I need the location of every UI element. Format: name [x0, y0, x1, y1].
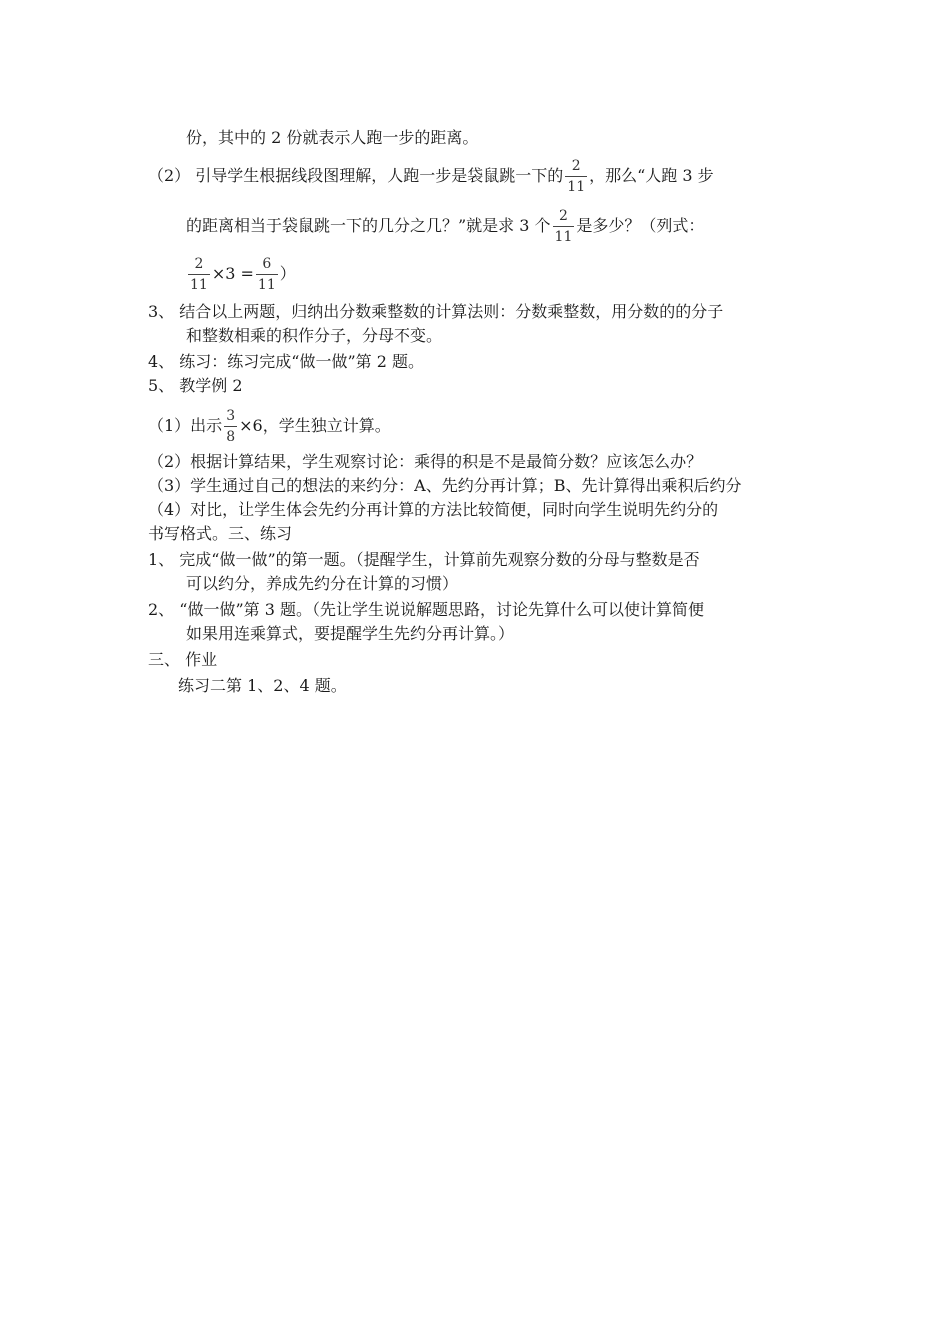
- text-line-1: 份，其中的 2 份就表示人跑一步的距离。: [186, 128, 479, 147]
- text-line-13: 书写格式。三、练习: [148, 524, 293, 543]
- fraction-denominator: 11: [567, 179, 586, 195]
- section-heading-homework: 三、 作业: [148, 650, 218, 669]
- text-line-14: 1、 完成“做一做”的第一题。（提醒学生，计算前先观察分数的分母与整数是否: [148, 550, 700, 569]
- text-line-7: 4、 练习：练习完成“做一做”第 2 题。: [148, 352, 424, 371]
- fraction-3-over-8: [224, 408, 237, 445]
- text-line-9-part-a: （1）出示: [148, 416, 223, 435]
- fraction-6-over-11: [256, 256, 278, 293]
- text-line-2-part-b: ，那么“人跑 3 步: [589, 166, 714, 185]
- fraction-bar: [565, 176, 587, 177]
- fraction-denominator: 11: [257, 277, 276, 293]
- fraction-numerator: 3: [226, 408, 236, 424]
- fraction-bar: [188, 274, 210, 275]
- text-line-3: [186, 208, 704, 245]
- text-line-8: 5、 教学例 2: [148, 376, 243, 395]
- text-line-3-part-b: 是多少？（列式：: [576, 216, 705, 235]
- fraction-numerator: 2: [571, 158, 581, 174]
- fraction-numerator: 2: [194, 256, 204, 272]
- text-line-2-part-a: （2） 引导学生根据线段图理解，人跑一步是袋鼠跳一下的: [148, 166, 564, 185]
- text-line-11: （3）学生通过自己的想法的来约分：A、先约分再计算；B、先计算得出乘积后约分: [148, 476, 742, 495]
- fraction-denominator: 11: [190, 277, 208, 293]
- fraction-bar: [553, 226, 575, 227]
- text-line-5: 3、 结合以上两题，归纳出分数乘整数的计算法则：分数乘整数，用分数的的分子: [148, 302, 724, 321]
- text-line-3-part-a: 的距离相当于袋鼠跳一下的几分之几？”就是求 3 个: [186, 216, 551, 235]
- fraction-2-over-11: [553, 208, 575, 245]
- text-line-12: （4）对比，让学生体会先约分再计算的方法比较简便，同时向学生说明先约分的: [148, 500, 719, 519]
- fraction-denominator: 8: [226, 429, 236, 445]
- text-line-17: 如果用连乘算式，要提醒学生先约分再计算。）: [186, 624, 515, 643]
- text-line-16: 2、 “做一做”第 3 题。（先让学生说说解题思路，讨论先算什么可以使计算简便: [148, 600, 704, 619]
- fraction-2-over-11: [565, 158, 587, 195]
- fraction-2-over-11: [188, 256, 210, 293]
- text-line-15: 可以约分，养成先约分在计算的习惯）: [186, 574, 459, 593]
- text-line-9-part-b: ×6，学生独立计算。: [239, 416, 391, 435]
- text-line-10: （2）根据计算结果，学生观察讨论：乘得的积是不是最简分数？应该怎么办？: [148, 452, 703, 471]
- fraction-bar: [256, 274, 278, 275]
- text-line-9: [148, 408, 391, 445]
- formula-close-paren: ）: [279, 264, 296, 283]
- text-line-19: 练习二第 1、2、4 题。: [178, 676, 347, 695]
- text-line-6: 和整数相乘的积作分子，分母不变。: [186, 326, 443, 345]
- text-line-2: [148, 158, 714, 195]
- formula-times-three: ×3 =: [211, 264, 254, 283]
- formula-line: [186, 256, 296, 293]
- fraction-denominator: 11: [554, 229, 573, 245]
- fraction-numerator: 2: [559, 208, 568, 224]
- fraction-bar: [224, 426, 237, 427]
- fraction-numerator: 6: [262, 256, 272, 272]
